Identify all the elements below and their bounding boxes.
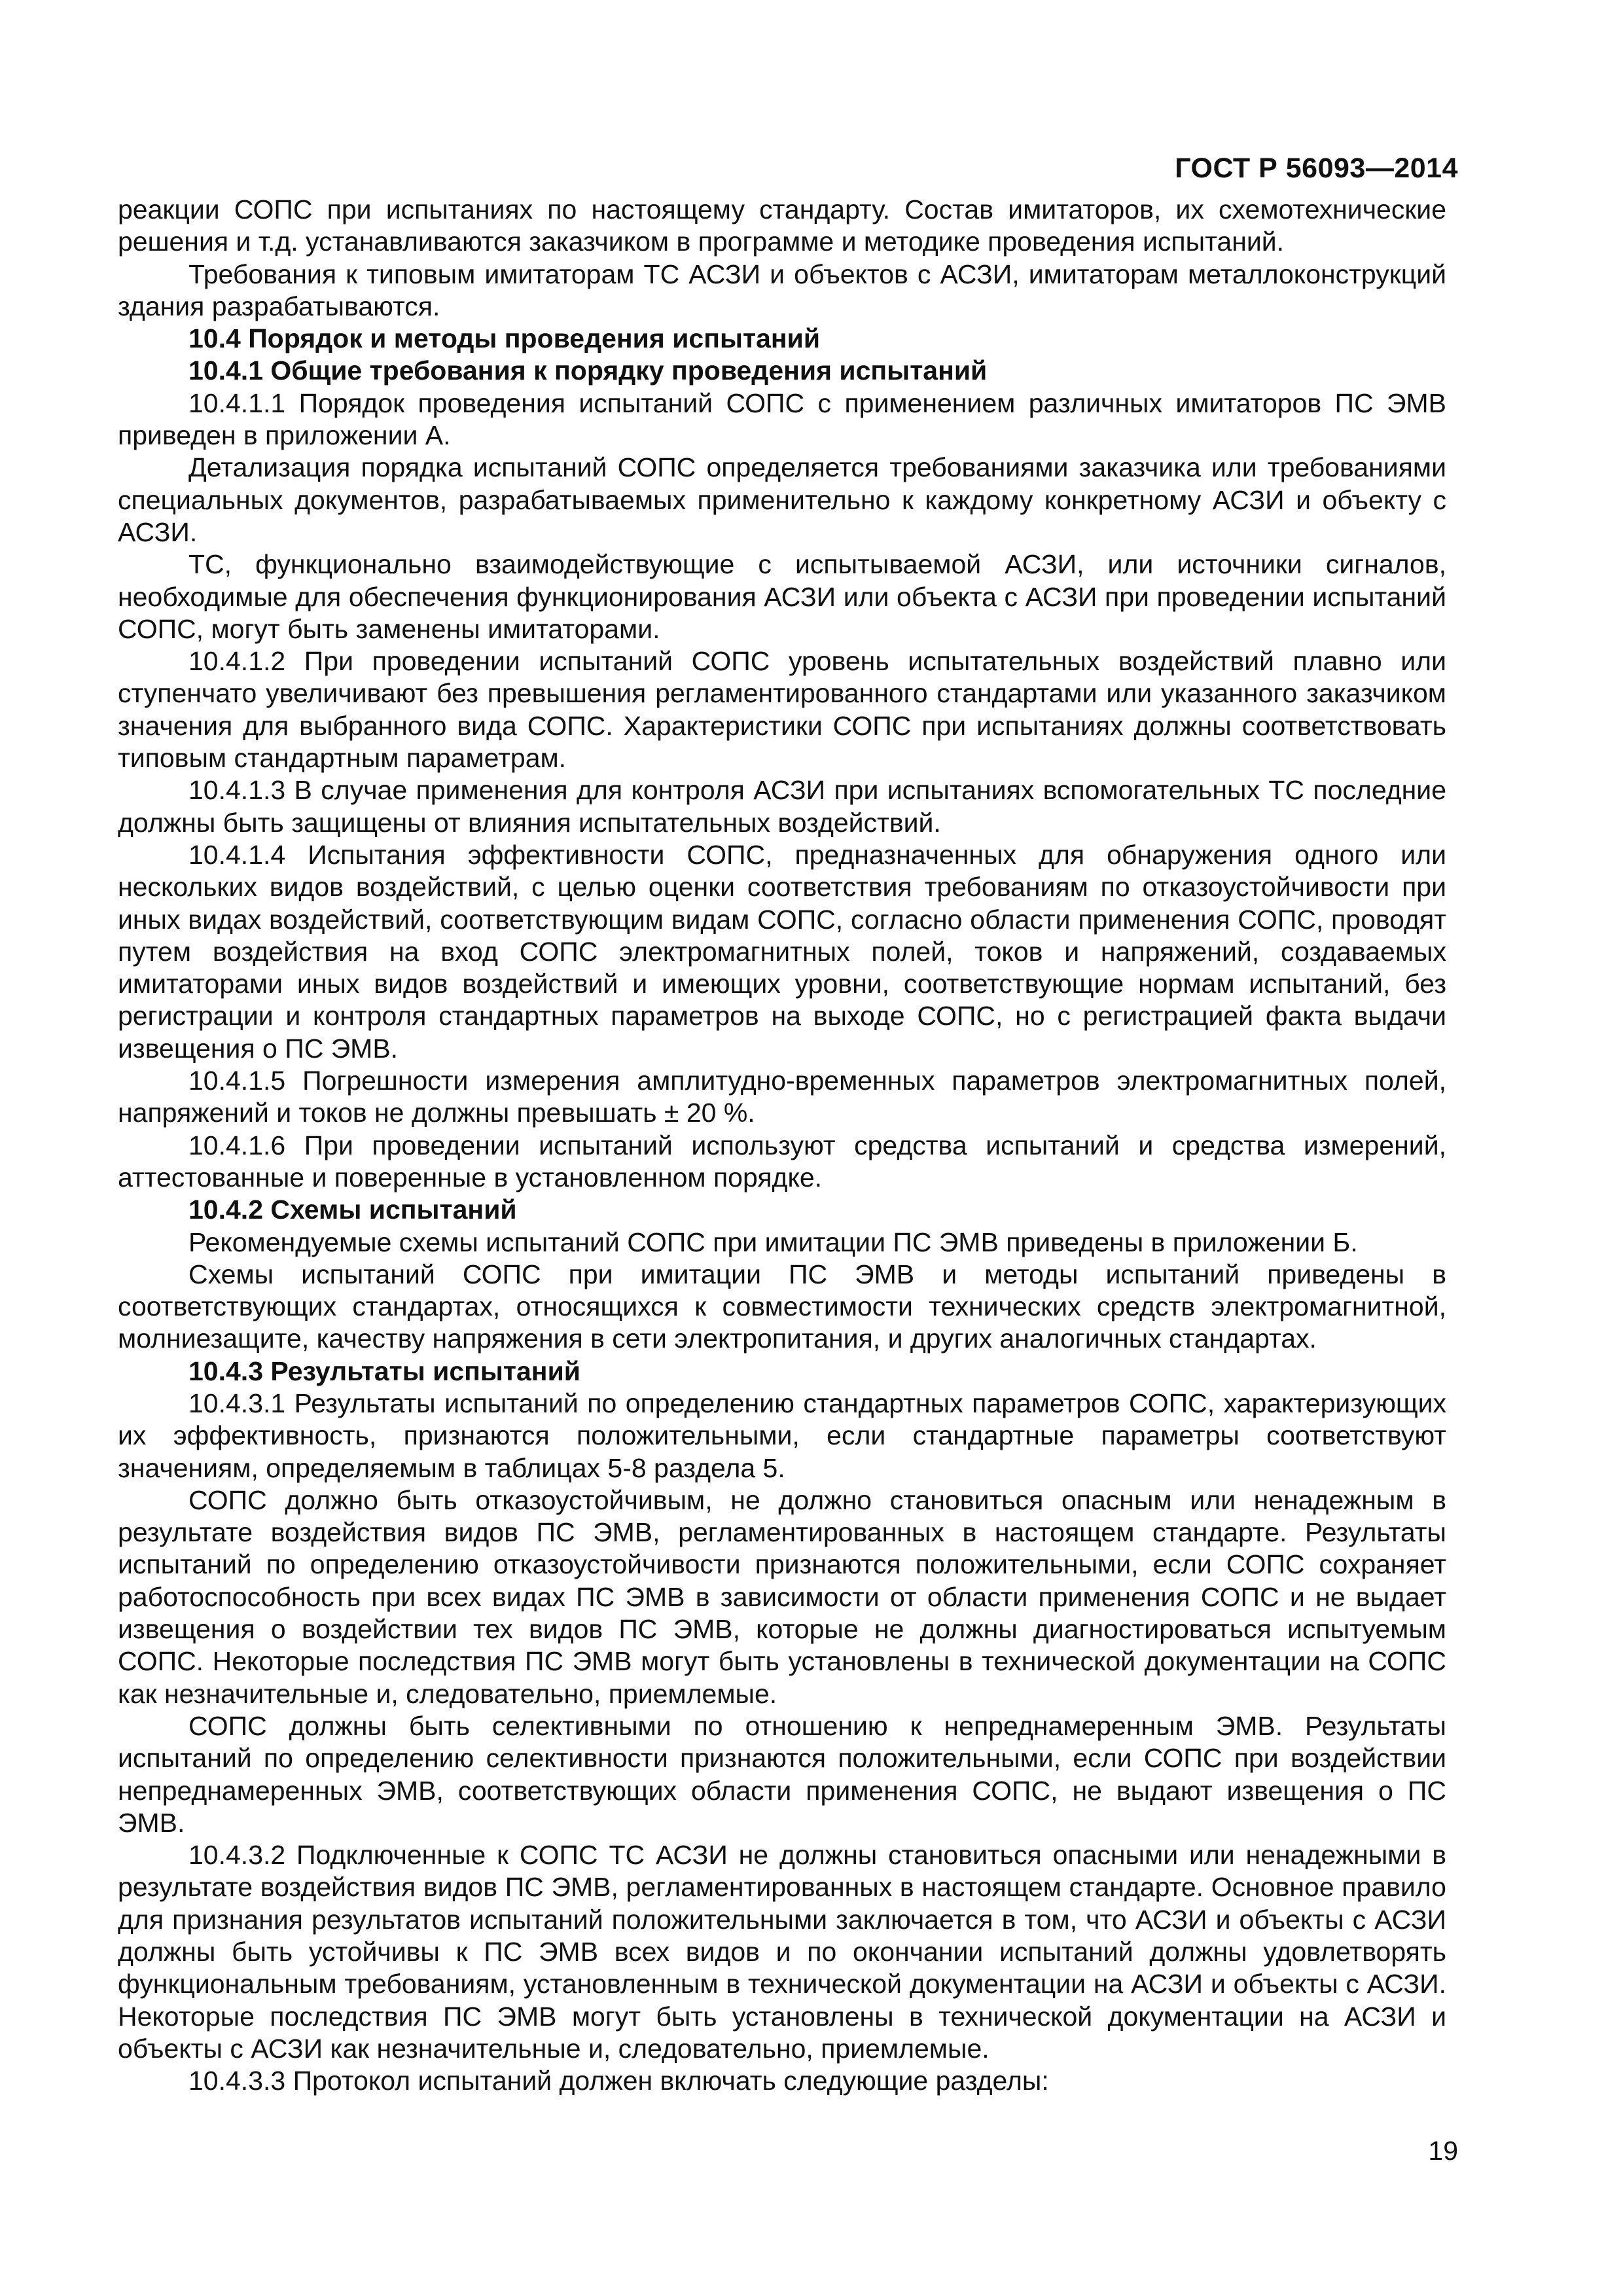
paragraph-10-4-3-2: 10.4.3.2 Подключенные к СОПС ТС АСЗИ не должны становиться опасными или ненадежными в результате воздействия видов ПС ЭМВ, регламентированных в настоящем стандарте. Основное правило для признания результатов испытаний положительными заключается в том, что АСЗИ и объекты с АСЗИ должны быть устойчивы к ПС ЭМВ всех видов и по окончании испытаний должны удовлетворять функциональным требованиям, установленным в технической документации на АСЗИ и объекты с АСЗИ. Некоторые последствия ПС ЭМВ могут быть установлены в технической документации на АСЗИ и объекты с АСЗИ как незначительные и, следовательно, приемлемые. [118, 1840, 1446, 2064]
paragraph-10-4-1-6: 10.4.1.6 При проведении испытаний используют средства испытаний и средства измерений, аттестованные и поверенные в установленном порядке. [118, 1130, 1446, 1193]
paragraph-fault-tolerance: СОПС должно быть отказоустойчивым, не должно становиться опасным или ненадежным в результате воздействия видов ПС ЭМВ, регламентированных в настоящем стандарте. Результаты испытаний по определению отказоустойчивости признаются положительными, если СОПС сохраняет работоспособность при всех видах ПС ЭМВ в зависимости от области применения СОПС и не выдает извещения о воздействии тех видов ПС ЭМВ, которые не должны диагностироваться испытуемым СОПС. Некоторые последствия ПС ЭМВ могут быть установлены в технической документации на СОПС как незначительные и, следовательно, приемлемые. [118, 1484, 1446, 1709]
paragraph-ts-interacting: ТС, функционально взаимодействующие с испытываемой АСЗИ, или источники сигналов, необходимые для обеспечения функционирования АСЗИ или объекта с АСЗИ при проведении испытаний СОПС, могут быть заменены имитаторами. [118, 549, 1446, 644]
paragraph-10-4-1-5: 10.4.1.5 Погрешности измерения амплитудно-временных параметров электромагнитных полей, напряжений и токов не должны превышать ± 20 %. [118, 1066, 1446, 1128]
paragraph-simulator-requirements: Требования к типовым имитаторам ТС АСЗИ и объектов с АСЗИ, имитаторам металлоконструкций здания разрабатываются. [118, 259, 1446, 321]
paragraph-detailing: Детализация порядка испытаний СОПС определяется требованиями заказчика или требованиями специальных документов, разрабатываемых применительно к каждому конкретному АСЗИ и объекту с АСЗИ. [118, 452, 1446, 547]
paragraph-10-4-1-4: 10.4.1.4 Испытания эффективности СОПС, предназначенных для обнаружения одного или нескольких видов воздействий, с целью оценки соответствия требованиям по отказоустойчивости при иных видах воздействий, соответствующим видам СОПС, согласно области применения СОПС, проводят путем воздействия на вход СОПС электромагнитных полей, токов и напряжений, создаваемых имитаторами иных видов воздействий и имеющих уровни, соответствующие нормам испытаний, без регистрации и контроля стандартных параметров на выходе СОПС, но с регистрацией факта выдачи извещения о ПС ЭМВ. [118, 839, 1446, 1064]
paragraph-10-4-1-3: 10.4.1.3 В случае применения для контроля АСЗИ при испытаниях вспомогательных ТС последние должны быть защищены от влияния испытательных воздействий. [118, 775, 1446, 838]
paragraph-recommended-schemes: Рекомендуемые схемы испытаний СОПС при имитации ПС ЭМВ приведены в приложении Б. [188, 1227, 1358, 1257]
paragraph-selectivity: СОПС должны быть селективными по отношению к непреднамеренным ЭМВ. Результаты испытаний по определению селективности признаются положительными, если СОПС при воздействии непреднамеренных ЭМВ, соответствующих области применения СОПС, не выдают извещения о ПС ЭМВ. [118, 1710, 1446, 1838]
paragraph-10-4-1-2: 10.4.1.2 При проведении испытаний СОПС уровень испытательных воздействий плавно или ступенчато увеличивают без превышения регламентированного стандартами или указанного заказчиком значения для выбранного вида СОПС. Характеристики СОПС при испытаниях должны соответствовать типовым стандартным параметрам. [118, 646, 1446, 774]
page-number: 19 [1428, 2136, 1458, 2166]
paragraph-10-4-1-1: 10.4.1.1 Порядок проведения испытаний СОПС с применением различных имитаторов ПС ЭМВ приведен в приложении А. [118, 387, 1446, 451]
section-heading-10-4-3: 10.4.3 Результаты испытаний [188, 1355, 580, 1386]
paragraph-10-4-3-1: 10.4.3.1 Результаты испытаний по определению стандартных параметров СОПС, характеризующих их эффективность, признаются положительными, если стандартные параметры соответствуют значениям, определяемым в таблицах 5-8 раздела 5. [118, 1388, 1446, 1483]
paragraph-continuation: реакции СОПС при испытаниях по настоящему стандарту. Состав имитаторов, их схемотехнические решения и т.д. устанавливаются заказчиком в программе и методике проведения испытаний. [118, 194, 1446, 257]
document-code: ГОСТ Р 56093—2014 [1175, 152, 1458, 184]
section-heading-10-4-2: 10.4.2 Схемы испытаний [188, 1194, 517, 1225]
section-heading-10-4-1: 10.4.1 Общие требования к порядку проведения испытаний [188, 355, 988, 386]
paragraph-test-schemes: Схемы испытаний СОПС при имитации ПС ЭМВ и методы испытаний приведены в соответствующих стандартах, относящихся к совместимости технических средств электромагнитной, молниезащите, качеству напряжения в сети электропитания, и других аналогичных стандартах. [118, 1259, 1446, 1354]
section-heading-10-4: 10.4 Порядок и методы проведения испытаний [188, 323, 821, 354]
paragraph-10-4-3-3: 10.4.3.3 Протокол испытаний должен включать следующие разделы: [188, 2066, 1049, 2096]
document-body [118, 194, 1446, 2098]
